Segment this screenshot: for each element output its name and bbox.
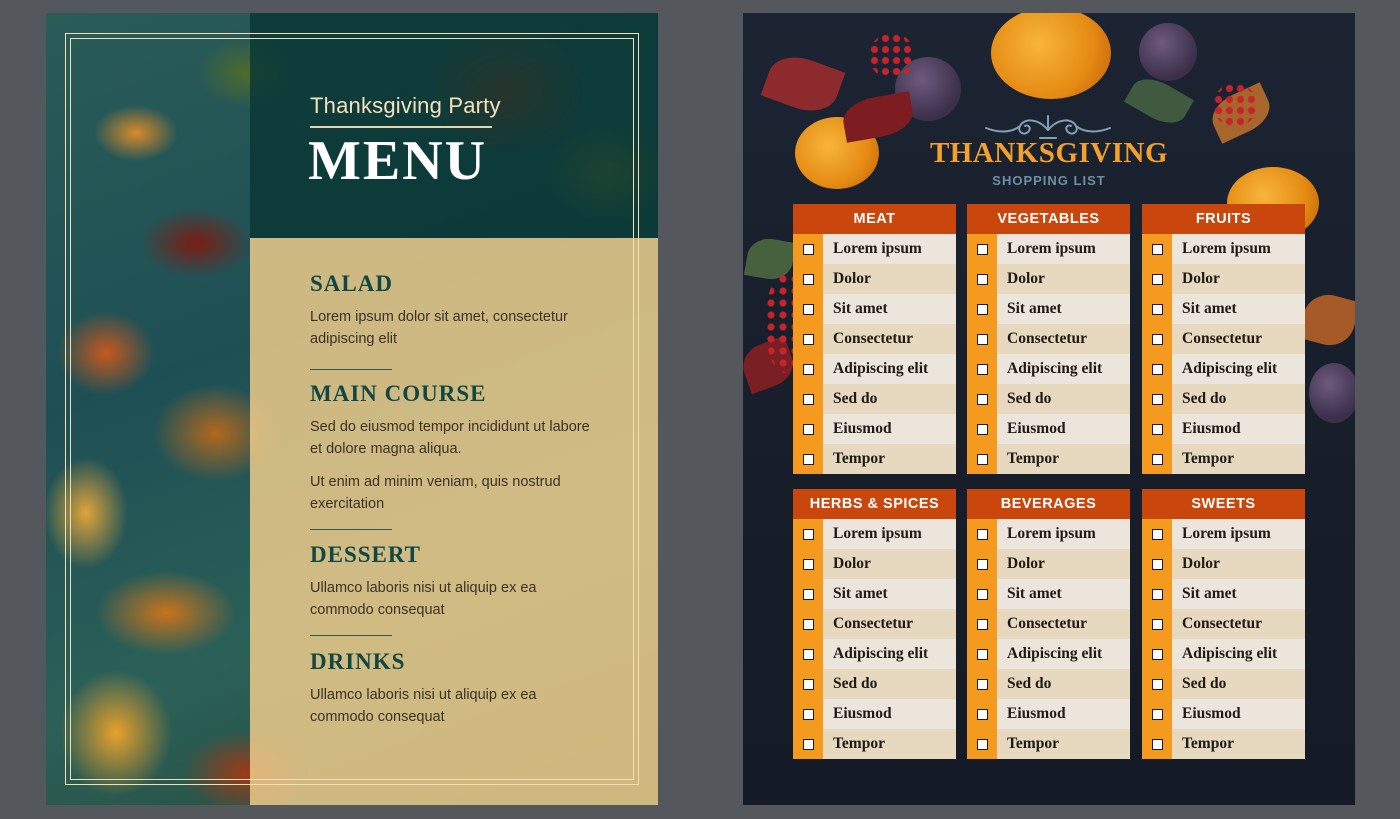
checkbox-cell xyxy=(1142,414,1172,444)
list-item xyxy=(1142,699,1305,729)
item-label: Lorem ipsum xyxy=(1172,519,1305,549)
category-items xyxy=(793,519,956,759)
checkbox-cell xyxy=(967,639,997,669)
checkbox-cell xyxy=(967,294,997,324)
item-checkbox[interactable] xyxy=(977,559,988,570)
category-header: SWEETS xyxy=(1142,489,1305,519)
item-label: Sit amet xyxy=(997,579,1130,609)
checkbox-cell xyxy=(967,579,997,609)
item-label: Sed do xyxy=(823,669,956,699)
list-item xyxy=(967,699,1130,729)
berries-decoration xyxy=(869,33,915,79)
item-checkbox[interactable] xyxy=(803,679,814,690)
item-label: Tempor xyxy=(997,729,1130,759)
list-item xyxy=(967,519,1130,549)
list-item xyxy=(793,729,956,759)
checkbox-cell xyxy=(793,639,823,669)
category-vegetables xyxy=(967,204,1130,474)
checkbox-cell xyxy=(1142,519,1172,549)
menu-subtitle: Thanksgiving Party xyxy=(310,93,501,118)
item-label: Adipiscing elit xyxy=(1172,354,1305,384)
item-label: Adipiscing elit xyxy=(823,354,956,384)
shopping-list-card xyxy=(743,13,1355,805)
list-item xyxy=(1142,729,1305,759)
list-item xyxy=(793,549,956,579)
checkbox-cell xyxy=(793,609,823,639)
list-item xyxy=(793,234,956,264)
item-checkbox[interactable] xyxy=(803,619,814,630)
category-items xyxy=(967,234,1130,474)
list-item xyxy=(1142,444,1305,474)
pumpkin-decoration xyxy=(991,13,1111,99)
list-item xyxy=(1142,519,1305,549)
checkbox-cell xyxy=(967,699,997,729)
item-checkbox[interactable] xyxy=(803,424,814,435)
checkbox-cell xyxy=(793,729,823,759)
list-item xyxy=(793,294,956,324)
section-text: Lorem ipsum dolor sit amet, consectetur adipiscing elit xyxy=(310,309,568,347)
section-text: Ut enim ad minim veniam, quis nostrud exercitation xyxy=(310,474,561,512)
item-checkbox[interactable] xyxy=(803,589,814,600)
checkbox-cell xyxy=(1142,579,1172,609)
category-items xyxy=(1142,519,1305,759)
checkbox-cell xyxy=(793,549,823,579)
list-item xyxy=(967,444,1130,474)
checkbox-cell xyxy=(1142,264,1172,294)
item-checkbox[interactable] xyxy=(803,394,814,405)
checkbox-cell xyxy=(793,519,823,549)
item-checkbox[interactable] xyxy=(977,649,988,660)
section-heading: SALAD xyxy=(310,271,393,296)
category-header: HERBS & SPICES xyxy=(793,489,956,519)
item-checkbox[interactable] xyxy=(977,679,988,690)
item-label: Eiusmod xyxy=(997,699,1130,729)
category-beverages xyxy=(967,489,1130,759)
checkbox-cell xyxy=(793,579,823,609)
item-checkbox[interactable] xyxy=(977,529,988,540)
category-items xyxy=(1142,234,1305,474)
checkbox-cell xyxy=(967,384,997,414)
item-checkbox[interactable] xyxy=(1152,679,1163,690)
item-label: Adipiscing elit xyxy=(997,639,1130,669)
item-checkbox[interactable] xyxy=(803,529,814,540)
category-items xyxy=(967,519,1130,759)
category-sweets xyxy=(1142,489,1305,759)
checkbox-cell xyxy=(793,384,823,414)
item-label: Consectetur xyxy=(1172,609,1305,639)
list-item xyxy=(1142,264,1305,294)
item-checkbox[interactable] xyxy=(1152,304,1163,315)
category-fruits xyxy=(1142,204,1305,474)
checkbox-cell xyxy=(793,354,823,384)
list-item xyxy=(967,324,1130,354)
item-label: Eiusmod xyxy=(1172,699,1305,729)
item-checkbox[interactable] xyxy=(977,364,988,375)
list-item xyxy=(1142,294,1305,324)
checkbox-cell xyxy=(793,294,823,324)
item-label: Dolor xyxy=(997,549,1130,579)
menu-section-drinks xyxy=(310,649,600,739)
item-label: Eiusmod xyxy=(1172,414,1305,444)
checkbox-cell xyxy=(793,234,823,264)
list-item xyxy=(793,444,956,474)
list-item xyxy=(793,639,956,669)
item-checkbox[interactable] xyxy=(1152,649,1163,660)
list-item xyxy=(1142,669,1305,699)
item-checkbox[interactable] xyxy=(977,739,988,750)
list-item xyxy=(1142,384,1305,414)
checkbox-cell xyxy=(967,324,997,354)
section-heading: DESSERT xyxy=(310,542,422,567)
item-checkbox[interactable] xyxy=(803,364,814,375)
item-checkbox[interactable] xyxy=(1152,739,1163,750)
item-label: Dolor xyxy=(823,264,956,294)
item-label: Sit amet xyxy=(823,294,956,324)
checkbox-cell xyxy=(967,669,997,699)
item-label: Tempor xyxy=(1172,444,1305,474)
list-item xyxy=(967,294,1130,324)
section-divider xyxy=(310,635,392,636)
leaf-decoration xyxy=(761,48,846,120)
item-label: Sed do xyxy=(823,384,956,414)
item-label: Sed do xyxy=(997,384,1130,414)
item-label: Tempor xyxy=(1172,729,1305,759)
item-label: Dolor xyxy=(1172,264,1305,294)
item-label: Lorem ipsum xyxy=(997,519,1130,549)
item-label: Eiusmod xyxy=(823,699,956,729)
item-checkbox[interactable] xyxy=(977,244,988,255)
list-item xyxy=(967,414,1130,444)
menu-section-salad xyxy=(310,271,600,361)
leaf-decoration xyxy=(840,91,916,143)
list-item xyxy=(967,729,1130,759)
checkbox-cell xyxy=(967,234,997,264)
list-item xyxy=(967,579,1130,609)
category-header: MEAT xyxy=(793,204,956,234)
category-herbs-spices xyxy=(793,489,956,759)
checkbox-cell xyxy=(793,699,823,729)
item-label: Consectetur xyxy=(823,609,956,639)
checkbox-cell xyxy=(793,444,823,474)
item-checkbox[interactable] xyxy=(803,304,814,315)
item-checkbox[interactable] xyxy=(1152,619,1163,630)
list-item xyxy=(793,519,956,549)
item-checkbox[interactable] xyxy=(977,274,988,285)
category-header: BEVERAGES xyxy=(967,489,1130,519)
item-label: Sed do xyxy=(1172,669,1305,699)
item-label: Lorem ipsum xyxy=(823,519,956,549)
leaf-decoration xyxy=(1297,289,1355,351)
list-item xyxy=(1142,414,1305,444)
item-checkbox[interactable] xyxy=(977,709,988,720)
checkbox-cell xyxy=(967,609,997,639)
item-checkbox[interactable] xyxy=(977,304,988,315)
checkbox-cell xyxy=(1142,324,1172,354)
section-heading: DRINKS xyxy=(310,649,406,674)
list-item xyxy=(967,639,1130,669)
section-text: Ullamco laboris nisi ut aliquip ex ea commodo consequat xyxy=(310,580,537,618)
checkbox-cell xyxy=(1142,669,1172,699)
fig-decoration xyxy=(1309,363,1355,423)
item-label: Consectetur xyxy=(1172,324,1305,354)
list-item xyxy=(793,384,956,414)
checkbox-cell xyxy=(967,354,997,384)
item-checkbox[interactable] xyxy=(1152,529,1163,540)
item-label: Sit amet xyxy=(1172,294,1305,324)
section-divider xyxy=(310,369,392,370)
item-checkbox[interactable] xyxy=(977,619,988,630)
list-item xyxy=(793,669,956,699)
menu-title-rule xyxy=(310,126,492,128)
list-item xyxy=(793,579,956,609)
item-label: Dolor xyxy=(997,264,1130,294)
checkbox-cell xyxy=(967,444,997,474)
checkbox-cell xyxy=(1142,639,1172,669)
item-label: Tempor xyxy=(823,729,956,759)
checkbox-cell xyxy=(967,414,997,444)
item-label: Sed do xyxy=(1172,384,1305,414)
section-text: Ullamco laboris nisi ut aliquip ex ea commodo consequat xyxy=(310,687,537,725)
list-item xyxy=(967,234,1130,264)
item-checkbox[interactable] xyxy=(977,424,988,435)
list-item xyxy=(793,699,956,729)
list-item xyxy=(1142,549,1305,579)
item-checkbox[interactable] xyxy=(1152,394,1163,405)
item-checkbox[interactable] xyxy=(977,589,988,600)
item-label: Consectetur xyxy=(823,324,956,354)
item-label: Adipiscing elit xyxy=(997,354,1130,384)
item-label: Eiusmod xyxy=(823,414,956,444)
checkbox-cell xyxy=(967,519,997,549)
item-label: Dolor xyxy=(823,549,956,579)
item-checkbox[interactable] xyxy=(803,739,814,750)
list-item xyxy=(1142,354,1305,384)
checkbox-cell xyxy=(1142,234,1172,264)
fig-decoration xyxy=(1139,23,1197,81)
list-item xyxy=(1142,639,1305,669)
checkbox-cell xyxy=(793,264,823,294)
item-checkbox[interactable] xyxy=(1152,589,1163,600)
list-item xyxy=(793,414,956,444)
item-checkbox[interactable] xyxy=(1152,559,1163,570)
item-checkbox[interactable] xyxy=(1152,424,1163,435)
item-checkbox[interactable] xyxy=(803,454,814,465)
item-checkbox[interactable] xyxy=(1152,364,1163,375)
shopping-list-subtitle: SHOPPING LIST xyxy=(992,173,1106,188)
checkbox-cell xyxy=(967,549,997,579)
menu-section-dessert xyxy=(310,542,600,632)
checkbox-cell xyxy=(1142,294,1172,324)
list-item xyxy=(967,549,1130,579)
checkbox-cell xyxy=(793,414,823,444)
item-checkbox[interactable] xyxy=(803,334,814,345)
berries-decoration xyxy=(1213,83,1257,127)
item-checkbox[interactable] xyxy=(803,244,814,255)
menu-card xyxy=(46,13,658,805)
item-label: Tempor xyxy=(823,444,956,474)
list-item xyxy=(793,264,956,294)
checkbox-cell xyxy=(1142,699,1172,729)
item-label: Eiusmod xyxy=(997,414,1130,444)
item-checkbox[interactable] xyxy=(977,334,988,345)
category-header: VEGETABLES xyxy=(967,204,1130,234)
checkbox-cell xyxy=(1142,609,1172,639)
item-checkbox[interactable] xyxy=(803,649,814,660)
section-divider xyxy=(310,529,392,530)
list-item xyxy=(967,354,1130,384)
item-label: Dolor xyxy=(1172,549,1305,579)
checkbox-cell xyxy=(793,324,823,354)
item-label: Lorem ipsum xyxy=(1172,234,1305,264)
section-heading: MAIN COURSE xyxy=(310,381,487,406)
item-checkbox[interactable] xyxy=(803,709,814,720)
item-label: Adipiscing elit xyxy=(823,639,956,669)
shopping-list-title: THANKSGIVING xyxy=(929,137,1169,169)
item-label: Lorem ipsum xyxy=(997,234,1130,264)
item-checkbox[interactable] xyxy=(1152,709,1163,720)
item-checkbox[interactable] xyxy=(977,454,988,465)
list-item xyxy=(967,264,1130,294)
item-checkbox[interactable] xyxy=(1152,244,1163,255)
item-label: Consectetur xyxy=(997,609,1130,639)
checkbox-cell xyxy=(1142,384,1172,414)
item-label: Tempor xyxy=(997,444,1130,474)
checkbox-cell xyxy=(793,669,823,699)
list-item xyxy=(967,669,1130,699)
item-checkbox[interactable] xyxy=(1152,454,1163,465)
checkbox-cell xyxy=(1142,444,1172,474)
item-label: Sed do xyxy=(997,669,1130,699)
category-items xyxy=(793,234,956,474)
item-label: Lorem ipsum xyxy=(823,234,956,264)
list-item xyxy=(1142,609,1305,639)
checkbox-cell xyxy=(967,729,997,759)
list-item xyxy=(1142,234,1305,264)
category-header: FRUITS xyxy=(1142,204,1305,234)
item-label: Adipiscing elit xyxy=(1172,639,1305,669)
item-checkbox[interactable] xyxy=(1152,274,1163,285)
menu-section-main-course xyxy=(310,381,600,526)
item-label: Sit amet xyxy=(1172,579,1305,609)
section-text: Sed do eiusmod tempor incididunt ut labore et dolore magna aliqua. xyxy=(310,419,590,457)
checkbox-cell xyxy=(967,264,997,294)
menu-title: MENU xyxy=(308,130,488,192)
checkbox-cell xyxy=(1142,549,1172,579)
item-label: Sit amet xyxy=(823,579,956,609)
list-item xyxy=(1142,324,1305,354)
item-checkbox[interactable] xyxy=(803,274,814,285)
checkbox-cell xyxy=(1142,354,1172,384)
item-checkbox[interactable] xyxy=(977,394,988,405)
list-item xyxy=(793,324,956,354)
item-label: Consectetur xyxy=(997,324,1130,354)
item-label: Sit amet xyxy=(997,294,1130,324)
item-checkbox[interactable] xyxy=(803,559,814,570)
list-item xyxy=(967,609,1130,639)
list-item xyxy=(967,384,1130,414)
category-meat xyxy=(793,204,956,474)
list-item xyxy=(793,354,956,384)
list-item xyxy=(793,609,956,639)
list-item xyxy=(1142,579,1305,609)
item-checkbox[interactable] xyxy=(1152,334,1163,345)
checkbox-cell xyxy=(1142,729,1172,759)
